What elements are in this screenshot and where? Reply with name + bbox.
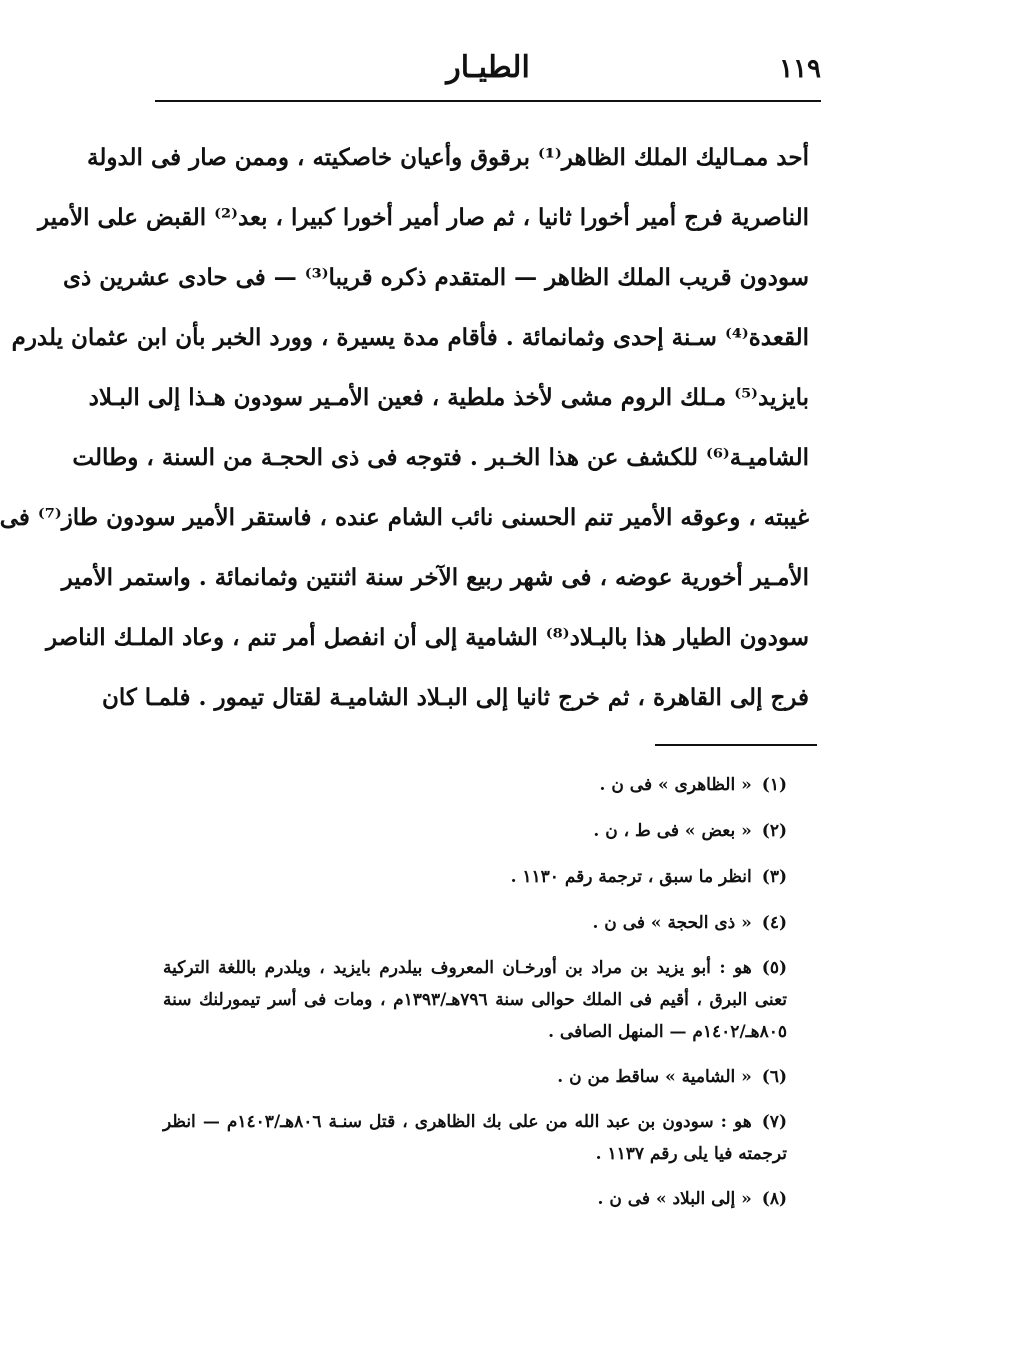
text-line: فرج إلى القاهرة ، ثم خرج ثانيا إلى البـلاد الشاميـة لقتال تيمور . فلمـا كان	[101, 684, 809, 711]
text-line: سودون قريب الملك الظاهر — المتقدم ذكره قريبا⁽³⁾ — فى حادى عشرين ذى	[63, 264, 809, 291]
footnote	[163, 854, 809, 900]
footnote	[163, 762, 809, 808]
footnote	[163, 1176, 809, 1222]
header-rule	[155, 100, 821, 102]
main-text	[0, 128, 809, 728]
footnote-number: (١)	[761, 775, 787, 795]
footnote-text: « الظاهرى » فى ن .	[599, 775, 752, 795]
text-line: أحد ممـاليك الملك الظاهر⁽¹⁾ برقوق وأعيان خاصكيته ، وممن صار فى الدولة	[87, 144, 809, 171]
text-line: الشاميـة⁽⁶⁾ للكشف عن هذا الخـبر . فتوجه فى ذى الحجـة من السنة ، وطالت	[72, 444, 809, 471]
footnotes	[163, 762, 809, 1222]
footnote-text: هو : أبو يزيد بن مراد بن أورخـان المعروف بيلدرم بايزيد ، ويلدرم باللغة التركية تعنى البرق ، أقيم فى الملك حوالى سنة ٧٩٦هـ/١٣٩٣م ، ومات فى أسر تيمورلنك سنة ٨٠٥هـ/١٤٠٢م — المنهل الصافى .	[163, 958, 787, 1042]
footnote	[163, 946, 809, 1054]
footnote-text: « بعض » فى ط ، ن .	[593, 821, 752, 841]
footnote-number: (٧)	[761, 1112, 787, 1132]
text-line: سودون الطيار هذا بالبـلاد⁽⁸⁾ الشامية إلى أن انفصل أمر تنم ، وعاد الملـك الناصر	[46, 624, 809, 651]
page-header	[155, 48, 821, 98]
footnote-number: (٨)	[761, 1189, 787, 1209]
page-number: ١١٩	[779, 54, 821, 84]
footnote-number: (٢)	[761, 821, 787, 841]
footnote	[163, 1054, 809, 1100]
footnote-text: انظر ما سبق ، ترجمة رقم ١١٣٠ .	[510, 867, 752, 887]
footnote	[163, 1100, 809, 1176]
running-title: الطيـار	[446, 50, 530, 85]
footnote-separator	[655, 744, 817, 746]
text-line: القعدة⁽⁴⁾ سـنة إحدى وثمانمائة . فأقام مدة يسيرة ، وورد الخبر بأن ابن عثمان يلدرم	[11, 324, 809, 351]
footnote-text: هو : سودون بن عبد الله من على بك الظاهرى ، قتل سنـة ٨٠٦هـ/١٤٠٣م — انظر ترجمته فيا يلى رقم ١١٣٧ .	[163, 1112, 787, 1164]
text-line: الأمـير أخورية عوضه ، فى شهر ربيع الآخر سنة اثنتين وثمانمائة . واستمر الأمير	[61, 564, 809, 591]
footnote-text: « ذى الحجة » فى ن .	[592, 913, 752, 933]
text-line: الناصرية فرج أمير أخورا ثانيا ، ثم صار أمير أخورا كبيرا ، بعد⁽²⁾ القبض على الأمير	[38, 204, 809, 231]
footnote-number: (٤)	[761, 913, 787, 933]
footnote-text: « الشامية » ساقط من ن .	[557, 1067, 752, 1087]
footnote-number: (٥)	[761, 958, 787, 978]
footnote	[163, 808, 809, 854]
text-line: بايزيد⁽⁵⁾ مـلك الروم مشى لأخذ ملطية ، فعين الأمـير سودون هـذا إلى البـلاد	[88, 384, 809, 411]
footnote-number: (٣)	[761, 867, 787, 887]
footnote-number: (٦)	[761, 1067, 787, 1087]
footnote	[163, 900, 809, 946]
footnote-text: « إلى البلاد » فى ن .	[597, 1189, 752, 1209]
text-line: غيبته ، وعوقه الأمير تنم الحسنى نائب الشام عنده ، فاستقر الأمير سودون طاز⁽⁷⁾ فى	[0, 504, 809, 531]
